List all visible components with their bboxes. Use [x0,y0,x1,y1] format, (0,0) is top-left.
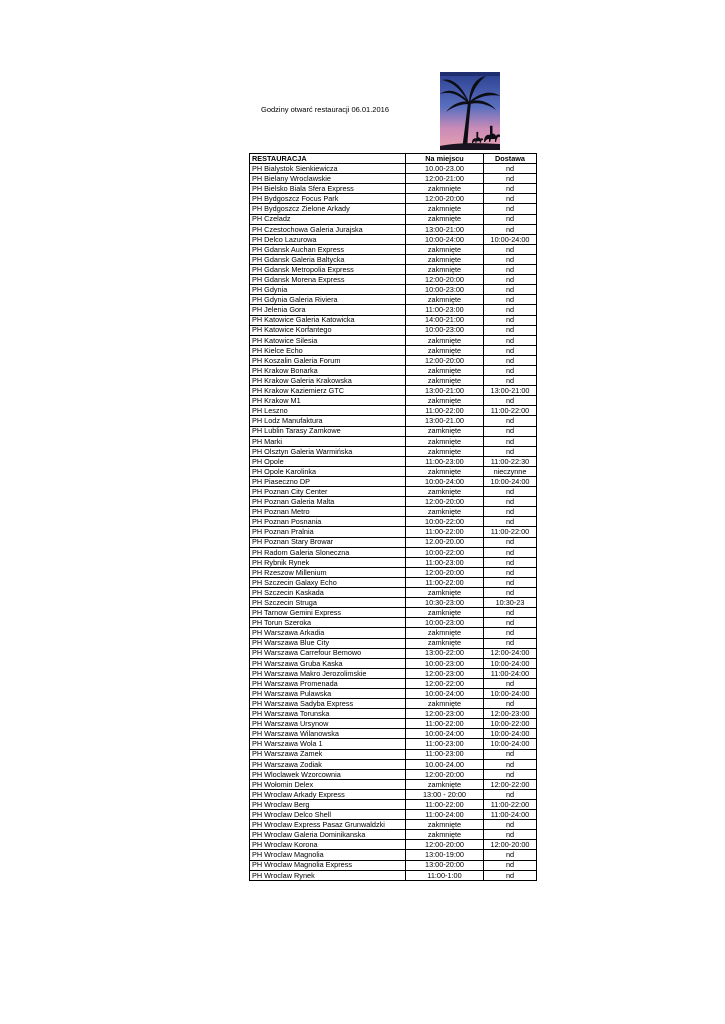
restaurant-name-cell: PH Szczecin Struga [250,598,406,608]
table-row [250,376,537,386]
restaurant-name-cell: PH Bielany Wroclawskie [250,174,406,184]
table-row [250,870,537,880]
table-row [250,749,537,759]
on-site-hours-cell: 13:00-22:00 [406,648,484,658]
delivery-hours-cell: nd [484,244,537,254]
restaurant-name-cell: PH Poznan Stary Browar [250,537,406,547]
restaurant-name-cell: PH Wroclaw Magnolia Express [250,860,406,870]
delivery-hours-cell: nd [484,265,537,275]
table-row [250,699,537,709]
on-site-hours-cell: zakmnięte [406,335,484,345]
on-site-hours-cell: 12:00-20:00 [406,567,484,577]
restaurant-name-cell: PH Lublin Tarasy Zamkowe [250,426,406,436]
delivery-hours-cell: nd [484,254,537,264]
delivery-hours-cell: nd [484,628,537,638]
restaurant-name-cell: PH Poznan Pralnia [250,527,406,537]
palm-camel-illustration [440,72,500,150]
table-row [250,547,537,557]
on-site-hours-cell: 13:00-21:00 [406,386,484,396]
restaurant-name-cell: PH Czeladz [250,214,406,224]
delivery-hours-cell: 11:00-22:30 [484,456,537,466]
delivery-hours-cell: 10:30-23 [484,598,537,608]
restaurant-name-cell: PH Bydgoszcz Zielone Arkady [250,204,406,214]
table-row [250,295,537,305]
delivery-hours-cell: nd [484,749,537,759]
restaurant-name-cell: PH Czestochowa Galeria Jurajska [250,224,406,234]
table-row [250,265,537,275]
restaurant-name-cell: PH Warszawa Ursynow [250,719,406,729]
restaurant-name-cell: PH Kielce Echo [250,345,406,355]
restaurant-name-cell: PH Gdansk Metropolia Express [250,265,406,275]
delivery-hours-cell: nd [484,507,537,517]
delivery-hours-cell: nd [484,224,537,234]
restaurant-name-cell: PH Gdansk Auchan Express [250,244,406,254]
table-row [250,557,537,567]
restaurant-name-cell: PH Krakow Bonarka [250,365,406,375]
on-site-hours-cell: 10:00-23:00 [406,325,484,335]
delivery-hours-cell: nd [484,396,537,406]
table-row [250,638,537,648]
on-site-hours-cell: 10:30-23:00 [406,598,484,608]
delivery-hours-cell: 10:00-24:00 [484,477,537,487]
restaurant-name-cell: PH Lodz Manufaktura [250,416,406,426]
on-site-hours-cell: zamknięte [406,487,484,497]
delivery-hours-cell: nd [484,537,537,547]
delivery-hours-cell: nieczynne [484,466,537,476]
on-site-hours-cell: 11:00-1:00 [406,870,484,880]
table-row [250,567,537,577]
on-site-hours-cell: zakmnięte [406,345,484,355]
delivery-hours-cell: nd [484,376,537,386]
delivery-hours-cell: nd [484,184,537,194]
on-site-hours-cell: 11:00-24:00 [406,810,484,820]
table-row [250,285,537,295]
restaurant-name-cell: PH Katowice Galeria Katowicka [250,315,406,325]
restaurant-name-cell: PH Poznan Metro [250,507,406,517]
restaurant-name-cell: PH Bydgoszcz Focus Park [250,194,406,204]
table-row [250,184,537,194]
on-site-hours-cell: zakmnięte [406,265,484,275]
on-site-hours-cell: zakmnięte [406,820,484,830]
table-row [250,406,537,416]
on-site-hours-cell: 10:00-24:00 [406,729,484,739]
restaurant-name-cell: PH Bielsko Biala Sfera Express [250,184,406,194]
restaurant-name-cell: PH Warszawa Wilanowska [250,729,406,739]
table-row [250,618,537,628]
restaurant-name-cell: PH Radom Galeria Sloneczna [250,547,406,557]
delivery-hours-cell: nd [484,850,537,860]
table-row [250,789,537,799]
restaurant-name-cell: PH Wołomin Delex [250,779,406,789]
on-site-hours-cell: 13:00-20:00 [406,860,484,870]
on-site-hours-cell: zamknięte [406,426,484,436]
table-row [250,194,537,204]
delivery-hours-cell: nd [484,335,537,345]
restaurant-name-cell: PH Warszawa Sadyba Express [250,699,406,709]
on-site-hours-cell: 10:00-24:00 [406,477,484,487]
table-row [250,598,537,608]
delivery-hours-cell: 10:00-24:00 [484,739,537,749]
restaurant-name-cell: PH Warszawa Zodiak [250,759,406,769]
restaurant-name-cell: PH Rybnik Rynek [250,557,406,567]
restaurant-name-cell: PH Szczecin Galaxy Echo [250,577,406,587]
table-row [250,234,537,244]
on-site-hours-cell: zakmnięte [406,204,484,214]
on-site-hours-cell: zakmnięte [406,295,484,305]
table-row [250,628,537,638]
on-site-hours-cell: 10:00-22:00 [406,517,484,527]
table-row [250,416,537,426]
delivery-hours-cell: nd [484,769,537,779]
restaurant-name-cell: PH Warszawa Blue City [250,638,406,648]
table-row [250,386,537,396]
restaurant-name-cell: PH Jelenia Gora [250,305,406,315]
table-row [250,830,537,840]
delivery-hours-cell: 11:00-22:00 [484,800,537,810]
table-row [250,779,537,789]
delivery-hours-cell: nd [484,194,537,204]
on-site-hours-cell: 13:00-21:00 [406,224,484,234]
delivery-hours-cell: 13:00-21:00 [484,386,537,396]
table-row [250,527,537,537]
restaurant-name-cell: PH Gdansk Galeria Baltycka [250,254,406,264]
delivery-hours-cell: nd [484,365,537,375]
restaurant-name-cell: PH Wroclaw Express Pasaz Grunwaldzki [250,820,406,830]
on-site-hours-cell: zakmnięte [406,184,484,194]
on-site-hours-cell: 11:00-23:00 [406,305,484,315]
on-site-hours-cell: 11:00-22:00 [406,406,484,416]
on-site-hours-cell: zakmnięte [406,830,484,840]
on-site-hours-cell: zamknięte [406,779,484,789]
delivery-hours-cell: nd [484,285,537,295]
table-body [250,164,537,881]
delivery-hours-cell: nd [484,618,537,628]
on-site-hours-cell: 11:00-22:00 [406,577,484,587]
restaurant-name-cell: PH Warszawa Pulawska [250,688,406,698]
table-header-row [250,154,537,164]
delivery-hours-cell: nd [484,678,537,688]
on-site-hours-cell: 14:00-21:00 [406,315,484,325]
on-site-hours-cell: 10:00-22:00 [406,547,484,557]
table-row [250,345,537,355]
table-row [250,769,537,779]
restaurant-name-cell: PH Delco Lazurowa [250,234,406,244]
on-site-hours-cell: 11:00-22:00 [406,719,484,729]
on-site-hours-cell: zamknięte [406,588,484,598]
restaurant-name-cell: PH Szczecin Kaskada [250,588,406,598]
delivery-hours-cell: nd [484,699,537,709]
restaurant-name-cell: PH Wroclaw Korona [250,840,406,850]
table-row [250,466,537,476]
delivery-hours-cell: nd [484,204,537,214]
restaurant-name-cell: PH Wloclawek Wzorcownia [250,769,406,779]
restaurant-name-cell: PH Gdansk Morena Express [250,275,406,285]
on-site-hours-cell: 11:00-22:00 [406,800,484,810]
delivery-hours-cell: nd [484,416,537,426]
restaurant-name-cell: PH Tarnow Gemini Express [250,608,406,618]
table-row [250,456,537,466]
on-site-hours-cell: 13:00-21.00 [406,416,484,426]
on-site-hours-cell: zakmnięte [406,365,484,375]
restaurant-name-cell: PH Katowice Silesia [250,335,406,345]
table-row [250,275,537,285]
table-row [250,658,537,668]
restaurant-name-cell: PH Warszawa Carrefour Bemowo [250,648,406,658]
table-row [250,164,537,174]
restaurant-name-cell: PH Bialystok Sienkiewicza [250,164,406,174]
table-row [250,739,537,749]
restaurant-name-cell: PH Opole Karolinka [250,466,406,476]
delivery-hours-cell: nd [484,214,537,224]
table-row [250,396,537,406]
table-row [250,729,537,739]
table-row [250,477,537,487]
delivery-hours-cell: nd [484,446,537,456]
on-site-hours-cell: zakmnięte [406,214,484,224]
table-row [250,668,537,678]
on-site-hours-cell: 13:00-19:00 [406,850,484,860]
on-site-hours-cell: 11:00-23:00 [406,456,484,466]
restaurant-name-cell: PH Warszawa Torunska [250,709,406,719]
restaurant-name-cell: PH Warszawa Gruba Kaska [250,658,406,668]
delivery-hours-cell: nd [484,355,537,365]
restaurant-name-cell: PH Katowice Korfantego [250,325,406,335]
table-row [250,820,537,830]
document-title: Godziny otwarć restauracji 06.01.2016 [261,105,389,114]
delivery-hours-cell: nd [484,315,537,325]
delivery-hours-cell: 11:00-24:00 [484,668,537,678]
delivery-hours-cell: 12:00-24:00 [484,648,537,658]
table-row [250,426,537,436]
restaurant-name-cell: PH Wroclaw Arkady Express [250,789,406,799]
delivery-hours-cell: nd [484,638,537,648]
delivery-hours-cell: nd [484,426,537,436]
delivery-hours-cell: nd [484,830,537,840]
restaurant-name-cell: PH Olsztyn Galeria Warmińska [250,446,406,456]
table-row [250,537,537,547]
restaurant-name-cell: PH Krakow M1 [250,396,406,406]
table-row [250,244,537,254]
on-site-hours-cell: 10:00-23:00 [406,285,484,295]
on-site-hours-cell: zamknięte [406,638,484,648]
on-site-hours-cell: 12:00-20:00 [406,275,484,285]
on-site-hours-cell: 10:00-24:00 [406,234,484,244]
table-row [250,517,537,527]
delivery-hours-cell: 10:00-24:00 [484,688,537,698]
on-site-hours-cell: 11:00-23:00 [406,557,484,567]
table-row [250,214,537,224]
table-row [250,174,537,184]
on-site-hours-cell: 13:00 - 20:00 [406,789,484,799]
restaurant-name-cell: PH Wroclaw Delco Shell [250,810,406,820]
on-site-hours-cell: 11:00-23:00 [406,739,484,749]
on-site-hours-cell: 12:00-23:00 [406,709,484,719]
delivery-hours-cell: nd [484,497,537,507]
restaurant-name-cell: PH Torun Szeroka [250,618,406,628]
restaurant-name-cell: PH Opole [250,456,406,466]
delivery-hours-cell: nd [484,557,537,567]
on-site-hours-cell: zakmnięte [406,446,484,456]
restaurant-name-cell: PH Wroclaw Rynek [250,870,406,880]
delivery-hours-cell: 11:00-24:00 [484,810,537,820]
on-site-hours-cell: 12:00-22:00 [406,678,484,688]
delivery-hours-cell: nd [484,608,537,618]
table-row [250,507,537,517]
table-row [250,800,537,810]
table-row [250,860,537,870]
restaurant-name-cell: PH Poznan Galeria Malta [250,497,406,507]
delivery-hours-cell: 11:00-22:00 [484,527,537,537]
restaurant-name-cell: PH Leszno [250,406,406,416]
table-row [250,335,537,345]
on-site-hours-cell: 10:00-23:00 [406,618,484,628]
delivery-hours-cell: nd [484,759,537,769]
table-row [250,497,537,507]
on-site-hours-cell: 12:00-20:00 [406,355,484,365]
on-site-hours-cell: zakmnięte [406,254,484,264]
restaurant-name-cell: PH Warszawa Zamek [250,749,406,759]
on-site-hours-cell: 10:00-24:00 [406,688,484,698]
delivery-hours-cell: nd [484,436,537,446]
restaurant-name-cell: PH Poznan Posnania [250,517,406,527]
restaurant-name-cell: PH Marki [250,436,406,446]
restaurant-name-cell: PH Piaseczno DP [250,477,406,487]
restaurant-name-cell: PH Wroclaw Galeria Dominikanska [250,830,406,840]
restaurant-name-cell: PH Wroclaw Berg [250,800,406,810]
on-site-hours-cell: zakmnięte [406,396,484,406]
delivery-hours-cell: 12:00-23:00 [484,709,537,719]
delivery-hours-cell: nd [484,295,537,305]
on-site-hours-cell: 12.00-20.00 [406,537,484,547]
on-site-hours-cell: zakmnięte [406,436,484,446]
table-row [250,365,537,375]
table-row [250,719,537,729]
table-row [250,810,537,820]
on-site-hours-cell: 10.00-23.00 [406,164,484,174]
table-row [250,840,537,850]
on-site-hours-cell: 12:00-20:00 [406,497,484,507]
header-restaurant: RESTAURACJA [250,154,406,164]
table-row [250,305,537,315]
on-site-hours-cell: zakmnięte [406,244,484,254]
delivery-hours-cell: 10:00-24:00 [484,658,537,668]
table-row [250,487,537,497]
table-row [250,850,537,860]
table-row [250,678,537,688]
delivery-hours-cell: nd [484,870,537,880]
restaurant-name-cell: PH Gdynia [250,285,406,295]
table-row [250,759,537,769]
on-site-hours-cell: zakmnięte [406,699,484,709]
delivery-hours-cell: nd [484,547,537,557]
delivery-hours-cell: 12:00-20:00 [484,840,537,850]
on-site-hours-cell: zakmnięte [406,628,484,638]
table-row [250,436,537,446]
delivery-hours-cell: nd [484,517,537,527]
restaurant-name-cell: PH Krakow Kaziemierz GTC [250,386,406,396]
delivery-hours-cell: nd [484,820,537,830]
on-site-hours-cell: 12:00-20:00 [406,769,484,779]
on-site-hours-cell: 12:00-23:00 [406,668,484,678]
restaurant-name-cell: PH Wroclaw Magnolia [250,850,406,860]
restaurant-name-cell: PH Koszalin Galeria Forum [250,355,406,365]
table-row [250,577,537,587]
restaurant-name-cell: PH Rzeszow Millenium [250,567,406,577]
delivery-hours-cell: nd [484,305,537,315]
table-row [250,648,537,658]
table-row [250,254,537,264]
on-site-hours-cell: zamknięte [406,507,484,517]
on-site-hours-cell: zakmnięte [406,376,484,386]
header-delivery: Dostawa [484,154,537,164]
on-site-hours-cell: 10:00-23:00 [406,658,484,668]
delivery-hours-cell: nd [484,174,537,184]
on-site-hours-cell: zakmnięte [406,466,484,476]
delivery-hours-cell: nd [484,577,537,587]
delivery-hours-cell: 10:00-22:00 [484,719,537,729]
delivery-hours-cell: nd [484,325,537,335]
delivery-hours-cell: nd [484,860,537,870]
on-site-hours-cell: 11:00-22:00 [406,527,484,537]
table-row [250,709,537,719]
delivery-hours-cell: nd [484,275,537,285]
on-site-hours-cell: 12:00-20:00 [406,840,484,850]
delivery-hours-cell: nd [484,567,537,577]
table-row [250,224,537,234]
table-row [250,315,537,325]
table-row [250,204,537,214]
restaurant-name-cell: PH Warszawa Makro Jerozolimskie [250,668,406,678]
on-site-hours-cell: 12:00-21:00 [406,174,484,184]
header-on-site: Na miejscu [406,154,484,164]
table-row [250,608,537,618]
delivery-hours-cell: nd [484,588,537,598]
restaurant-hours-table [249,153,537,881]
on-site-hours-cell: 10.00-24.00 [406,759,484,769]
on-site-hours-cell: 11:00-23:00 [406,749,484,759]
restaurant-name-cell: PH Warszawa Promenada [250,678,406,688]
restaurant-name-cell: PH Gdynia Galeria Riviera [250,295,406,305]
delivery-hours-cell: 10:00-24:00 [484,234,537,244]
delivery-hours-cell: 12:00-22:00 [484,779,537,789]
delivery-hours-cell: nd [484,789,537,799]
delivery-hours-cell: nd [484,345,537,355]
table-row [250,355,537,365]
restaurant-name-cell: PH Warszawa Wola 1 [250,739,406,749]
delivery-hours-cell: 11:00-22:00 [484,406,537,416]
on-site-hours-cell: zamknięte [406,608,484,618]
on-site-hours-cell: 12:00-20:00 [406,194,484,204]
table-row [250,588,537,598]
delivery-hours-cell: nd [484,164,537,174]
delivery-hours-cell: nd [484,487,537,497]
restaurant-name-cell: PH Warszawa Arkadia [250,628,406,638]
table-row [250,688,537,698]
restaurant-name-cell: PH Poznan City Center [250,487,406,497]
table-row [250,325,537,335]
delivery-hours-cell: 10:00-24:00 [484,729,537,739]
table-row [250,446,537,456]
restaurant-name-cell: PH Krakow Galeria Krakowska [250,376,406,386]
